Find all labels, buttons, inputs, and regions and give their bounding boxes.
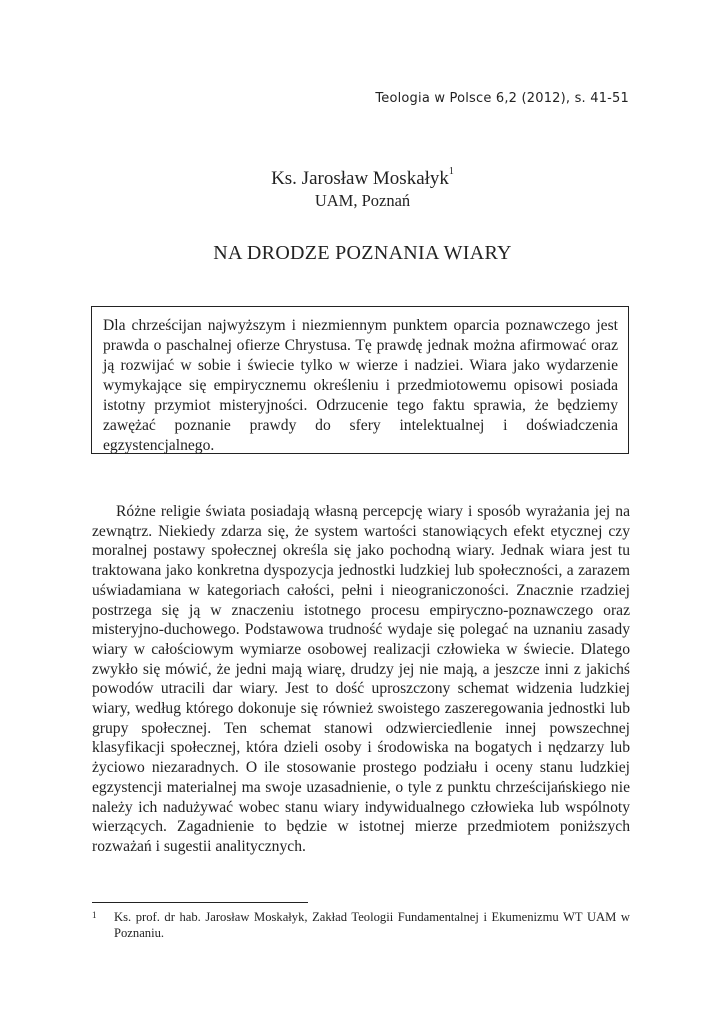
body-text (92, 502, 630, 857)
affiliation: UAM, Poznań (314, 191, 411, 210)
running-head: Teologia w Polsce 6,2 (2012), s. 41-51 (375, 91, 629, 106)
author-name: Ks. Jarosław Moskałyk (271, 168, 449, 189)
footnote-rule (92, 902, 308, 903)
article-title: NA DRODZE POZNANIA WIARY (213, 242, 512, 264)
author-footnote-mark[interactable]: 1 (448, 166, 454, 177)
footnote-number: 1 (92, 910, 97, 920)
body-paragraph-1: Różne religie świata posiadają własną percepcję wiary i sposób wyrażania jej na zewnątrz. Niekiedy zdarza się, że system wartości stanowiących efekt etycznej czy moralnej postawy społecznej określa się jako pochodną wiary. Jednak wiara jest tu traktowana jako konkretna dyspozycja jednostki ludzkiej lub społeczności, a zarazem uświadamiana w kategoriach całości, pełni i nieograniczoności. Znacznie rzadziej postrzega się ją w znaczeniu istotnego procesu empiryczno-poznawczego oraz misteryjno-duchowego. Podstawowa trudność wydaje się polegać na uznaniu zasady wiary w całościowym wymiarze osobowej realizacji człowieka w świecie. Dlatego zwykło się mówić, że jedni mają wiarę, drudzy jej nie mają, a jeszcze inni z jakichś powodów utracili dar wiary. Jest to dość uproszczony schemat widzenia ludzkiej wiary, według którego dokonuje się również swoistego zaszeregowania jednostki lub grupy społecznej. Ten schemat stanowi odzwierciedlenie innej powszechnej klasyfikacji społecznej, która dzieli osoby i środowiska na bogatych i nędzarzy lub życiowo niezaradnych. O ile stosowanie prostego podziału i oceny stanu ludzkiej egzystencji materialnej ma swoje uzasadnienie, o tyle z punktu chrześcijańskiego nie należy ich nadużywać wobec stanu wiary indywidualnego człowieka lub wspólnoty wierzących. Zagadnienie to będzie w istotnej mierze przedmiotem poniższych rozważań i sugestii analitycznych. (92, 503, 630, 855)
footnote-text: Ks. prof. dr hab. Jarosław Moskałyk, Zakład Teologii Fundamentalnej i Ekumenizmu WT UAM w Poznaniu. (114, 910, 630, 940)
abstract-box: Dla chrześcijan najwyższym i niezmiennym punktem oparcia poznawczego jest prawda o paschalnej ofierze Chrystusa. Tę prawdę jednak można afirmować oraz ją rozwijać w sobie i świecie tylko w wierze i nadziei. Wiara jako wydarzenie wymykające się empirycznemu określeniu i przedmiotowemu opisowi posiada istotny przymiot misteryjności. Odrzucenie tego faktu sprawia, że będziemy zawężać poznanie prawdy do sfery intelektualnej i doświadczenia egzystencjalnego. (91, 306, 629, 454)
footnote (92, 909, 630, 941)
author-line (0, 168, 725, 190)
